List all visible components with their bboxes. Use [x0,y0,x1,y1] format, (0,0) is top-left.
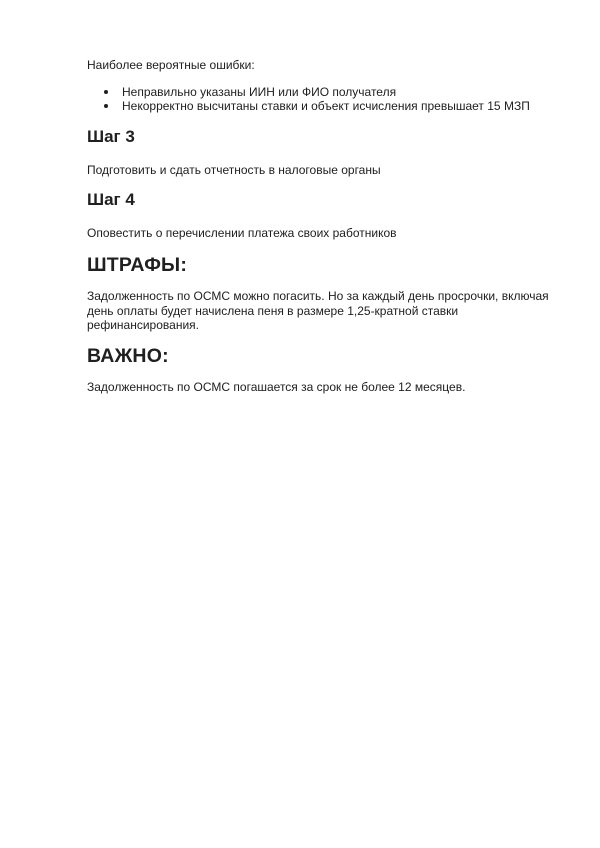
step4-heading: Шаг 4 [87,190,135,209]
bullet-icon [104,104,108,108]
step3-text: Подготовить и сдать отчетность в налоговые органы [87,163,381,177]
errors-list [87,85,530,113]
fines-heading: ШТРАФЫ: [87,254,188,276]
fines-text: Задолженность по ОСМС можно погасить. Но за каждый день просрочки, включая день оплаты будет начислена пеня в размере 1,25-кратной ставки рефинансирования. [87,289,549,332]
list-item [87,85,530,99]
errors-intro: Наиболее вероятные ошибки: [87,58,255,72]
important-heading: ВАЖНО: [87,345,169,367]
step4-text: Оповестить о перечислении платежа своих работников [87,226,397,240]
list-item [87,99,530,113]
list-item-text: Неправильно указаны ИИН или ФИО получателя [122,85,397,99]
step3-heading: Шаг 3 [87,127,135,146]
list-item-text: Некорректно высчитаны ставки и объект исчисления превышает 15 МЗП [122,99,530,113]
important-text: Задолженность по ОСМС погашается за срок не более 12 месяцев. [87,380,466,394]
bullet-icon [104,90,108,94]
